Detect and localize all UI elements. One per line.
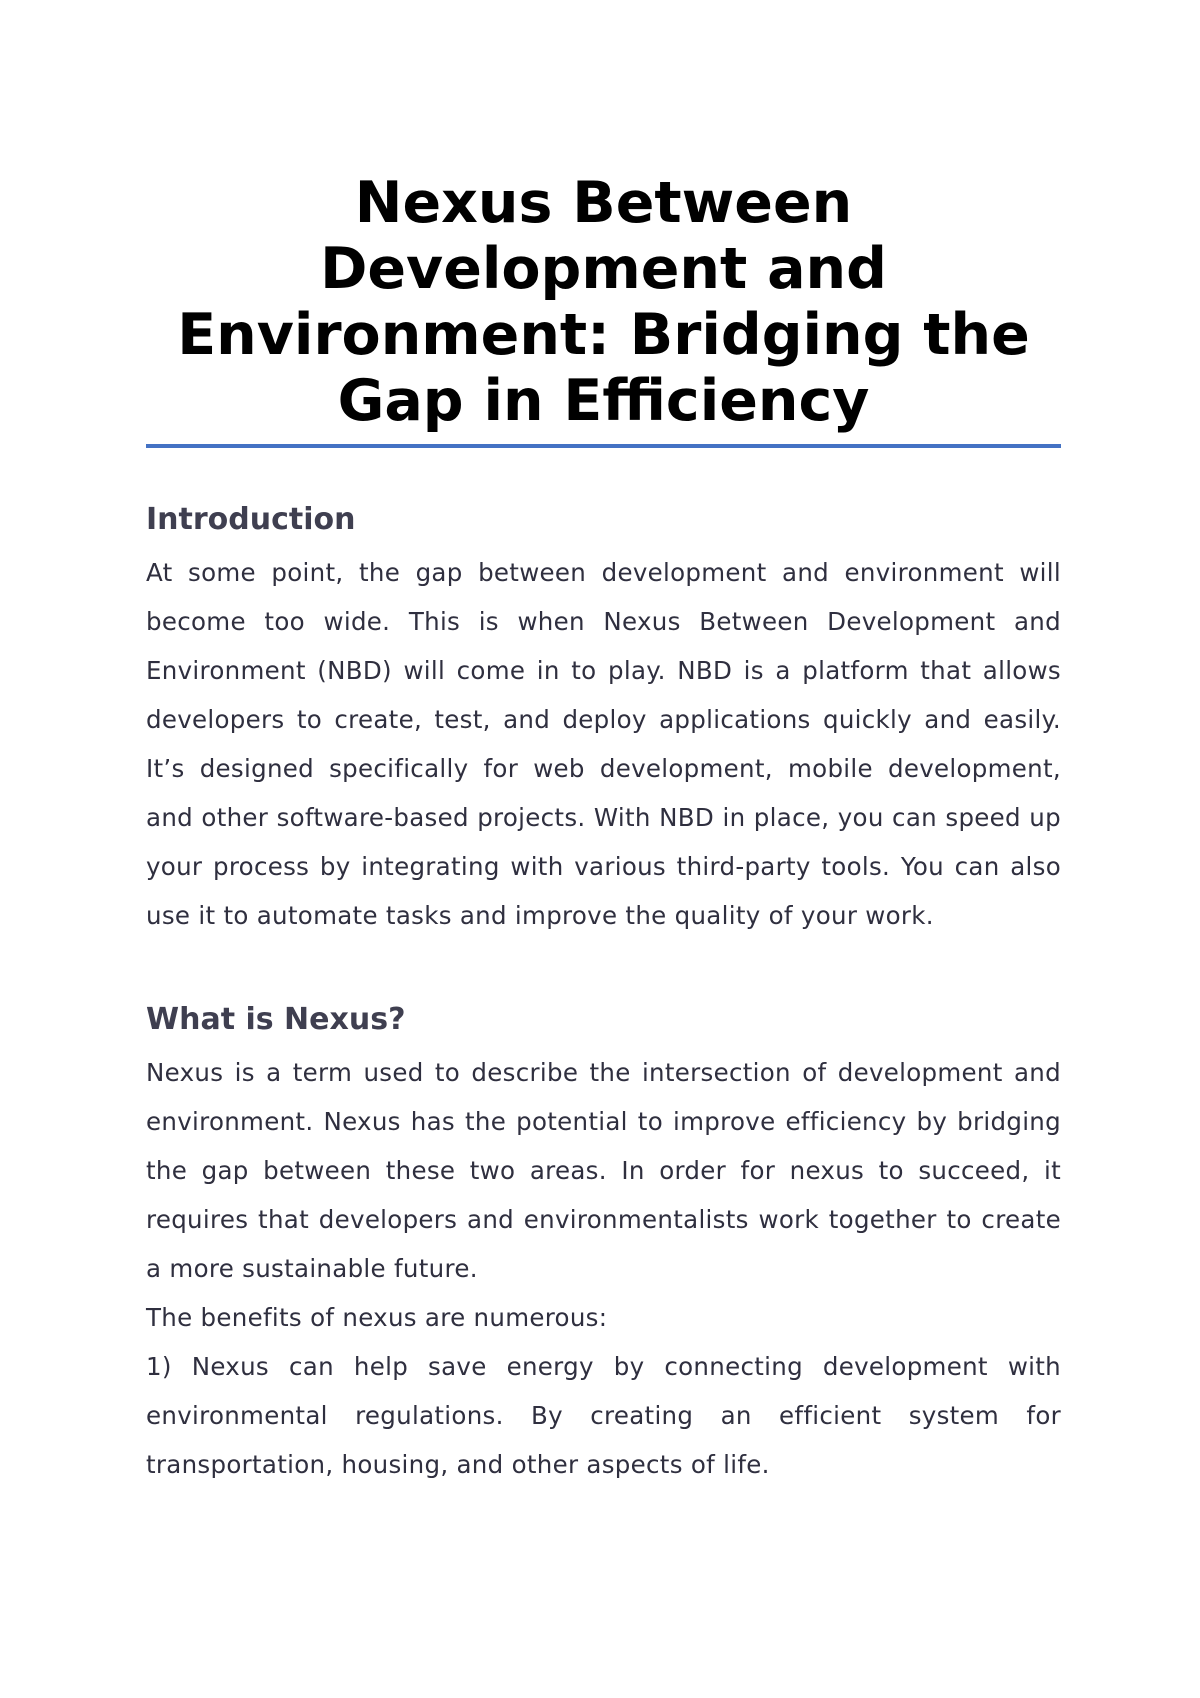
title-underline xyxy=(146,444,1061,448)
paragraph: The benefits of nexus are numerous: xyxy=(146,1303,608,1332)
paragraph: 1) Nexus can help save energy by connecting development with environmental regulations. By creating an efficient system for transportation, housing, and other aspects of life. xyxy=(146,1352,1061,1479)
document-page xyxy=(146,170,1061,1489)
section-heading: Introduction xyxy=(146,502,356,537)
section-what-is-nexus xyxy=(146,1000,1061,1489)
section-introduction xyxy=(146,500,1061,940)
section-heading: What is Nexus? xyxy=(146,1002,406,1037)
paragraph: Nexus is a term used to describe the intersection of development and environment. Nexus has the potential to improve efficiency by bridging the gap between these two areas. In order for nexus to succeed, it requires that developers and environmentalists work together to create a more sustainable future. xyxy=(146,1058,1061,1283)
document-title: Nexus Between Development and Environment: Bridging the Gap in Efficiency xyxy=(177,170,1030,434)
paragraph: At some point, the gap between development and environment will become too wide. This is when Nexus Between Development and Environment (NBD) will come in to play. NBD is a platform that allows developers to create, test, and deploy applications quickly and easily. It’s designed specifically for web development, mobile development, and other software-based projects. With NBD in place, you can speed up your process by integrating with various third-party tools. You can also use it to automate tasks and improve the quality of your work. xyxy=(146,558,1061,930)
